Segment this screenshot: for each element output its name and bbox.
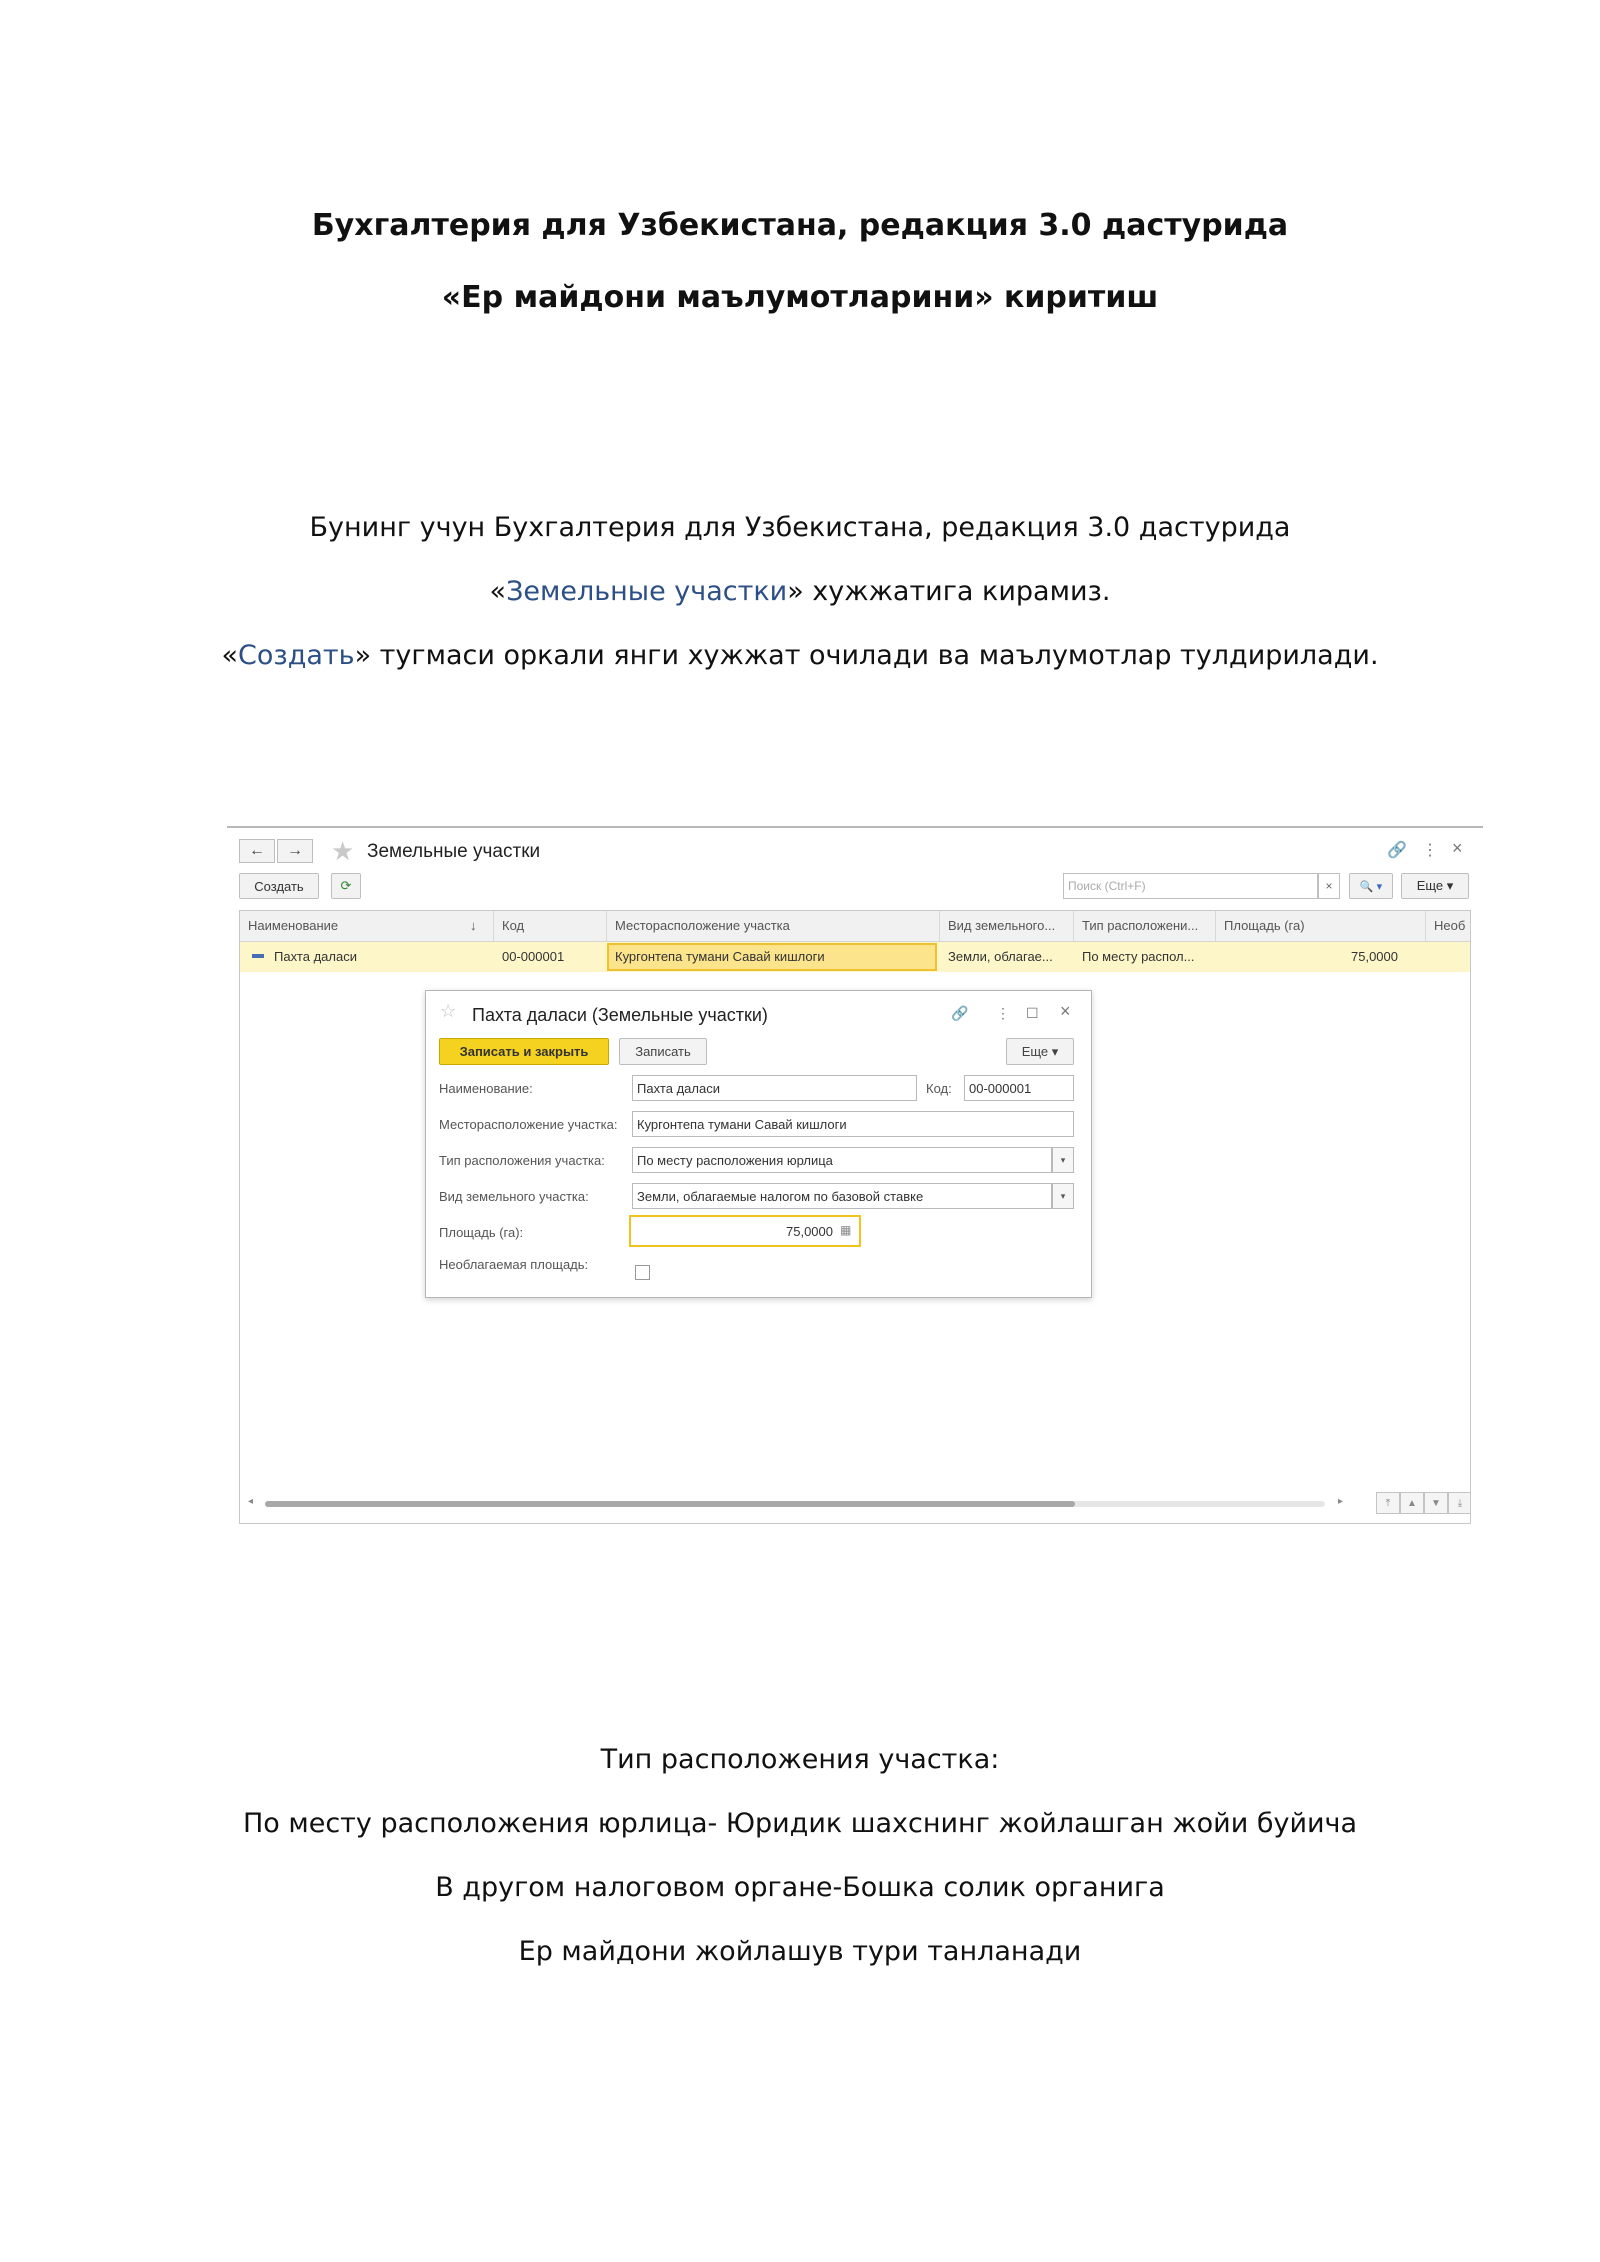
close-icon[interactable]: × bbox=[1060, 1001, 1071, 1021]
scroll-right-icon[interactable]: ▸ bbox=[1338, 1496, 1344, 1507]
column-name-label: Наименование bbox=[248, 918, 339, 933]
row-marker-icon bbox=[252, 954, 264, 958]
maximize-icon[interactable]: ☐ bbox=[1026, 1005, 1039, 1021]
sort-down-icon: ↓ bbox=[470, 918, 477, 933]
kind-label: Вид земельного участка: bbox=[439, 1189, 589, 1204]
type-dropdown-icon[interactable]: ▾ bbox=[1052, 1147, 1074, 1173]
code-label: Код: bbox=[926, 1081, 952, 1096]
more-actions-icon[interactable]: ⋮ bbox=[1422, 842, 1438, 859]
cell-type: По месту распол... bbox=[1082, 949, 1195, 964]
create-button[interactable]: Создать bbox=[239, 873, 319, 899]
column-nontaxable[interactable]: Необ bbox=[1434, 918, 1466, 933]
kind-dropdown-icon[interactable]: ▾ bbox=[1052, 1183, 1074, 1209]
search-clear-button[interactable]: × bbox=[1318, 873, 1340, 899]
more-button[interactable]: Еще ▾ bbox=[1006, 1038, 1074, 1065]
column-area[interactable]: Площадь (га) bbox=[1216, 911, 1426, 941]
scrollbar-thumb[interactable] bbox=[265, 1501, 1075, 1507]
land-plots-link[interactable]: Земельные участки bbox=[506, 576, 788, 607]
document-title-line-1: Бухгалтерия для Узбекистана, редакция 3.0 дастурида bbox=[311, 208, 1289, 243]
last-page-button[interactable]: ⤓ bbox=[1448, 1492, 1471, 1514]
search-icon: 🔍 ▾ bbox=[1359, 880, 1383, 893]
cell-location[interactable]: Кургонтепа тумани Савай кишлоги bbox=[607, 943, 937, 971]
area-label: Площадь (га): bbox=[439, 1225, 524, 1240]
calculator-icon[interactable]: ▦ bbox=[840, 1223, 852, 1237]
more-button[interactable]: Еще ▾ bbox=[1401, 873, 1469, 899]
prev-page-button[interactable]: ▲ bbox=[1400, 1492, 1424, 1514]
link-icon[interactable]: 🔗 bbox=[1387, 842, 1407, 859]
forward-arrow-icon: → bbox=[287, 842, 303, 859]
favorite-star-icon[interactable]: ☆ bbox=[440, 1001, 457, 1021]
type-select[interactable]: По месту расположения юрлица bbox=[632, 1147, 1052, 1173]
intro-line-1: Бунинг учун Бухгалтерия для Узбекистана, редакция 3.0 дастурида bbox=[309, 512, 1291, 543]
save-button[interactable]: Записать bbox=[619, 1038, 707, 1065]
area-field[interactable]: 75,0000 bbox=[629, 1215, 861, 1247]
column-type[interactable]: Тип расположени... bbox=[1074, 911, 1216, 941]
first-page-button[interactable]: ⤒ bbox=[1376, 1492, 1400, 1514]
favorite-star-icon[interactable]: ★ bbox=[331, 836, 355, 866]
refresh-icon: ⟳ bbox=[340, 878, 352, 893]
footer-line-3: В другом налоговом органе-Бошка солик органига bbox=[435, 1872, 1165, 1903]
location-field[interactable]: Кургонтепа тумани Савай кишлоги bbox=[632, 1111, 1074, 1137]
intro-line-2 bbox=[0, 576, 1600, 607]
next-page-button[interactable]: ▼ bbox=[1424, 1492, 1448, 1514]
name-field[interactable]: Пахта даласи bbox=[632, 1075, 917, 1101]
cell-code: 00-000001 bbox=[502, 949, 565, 964]
kind-select[interactable]: Земли, облагаемые налогом по базовой ставке bbox=[632, 1183, 1052, 1209]
window-top-border bbox=[227, 826, 1483, 828]
code-field[interactable]: 00-000001 bbox=[964, 1075, 1074, 1101]
search-input[interactable]: Поиск (Ctrl+F) bbox=[1063, 873, 1318, 899]
footer-line-1: Тип расположения участка: bbox=[600, 1744, 1000, 1775]
column-code[interactable]: Код bbox=[494, 911, 607, 941]
intro-line-3-after: » тугмаси оркали янги хужжат очилади ва маълумотлар тулдирилади. bbox=[354, 640, 1379, 671]
more-actions-icon[interactable]: ⋮ bbox=[996, 1005, 1010, 1021]
intro-line-3-before: « bbox=[221, 640, 238, 671]
cell-area: 75,0000 bbox=[1351, 949, 1398, 964]
table-header bbox=[240, 911, 1470, 942]
column-location[interactable]: Месторасположение участка bbox=[607, 911, 940, 941]
scroll-left-icon[interactable]: ◂ bbox=[248, 1496, 254, 1507]
intro-line-3 bbox=[0, 640, 1600, 671]
back-button[interactable] bbox=[239, 839, 275, 863]
save-and-close-button[interactable]: Записать и закрыть bbox=[439, 1038, 609, 1065]
window-title: Земельные участки bbox=[367, 841, 541, 862]
close-icon[interactable]: × bbox=[1452, 838, 1463, 858]
footer-line-4: Ер майдони жойлашув тури танланади bbox=[518, 1936, 1082, 1967]
intro-line-2-after: » хужжатига кирамиз. bbox=[787, 576, 1111, 607]
land-plot-dialog bbox=[425, 990, 1092, 1298]
nontaxable-area-label: Необлагаемая площадь: bbox=[439, 1257, 589, 1272]
type-label: Тип расположения участка: bbox=[439, 1153, 605, 1168]
column-kind[interactable]: Вид земельного... bbox=[940, 911, 1074, 941]
document-title-line-2: «Ер майдони маълумотларини» киритиш bbox=[441, 280, 1159, 315]
create-link[interactable]: Создать bbox=[237, 640, 355, 671]
name-label: Наименование: bbox=[439, 1081, 533, 1096]
cell-kind: Земли, облагае... bbox=[948, 949, 1053, 964]
link-icon[interactable]: 🔗 bbox=[951, 1005, 969, 1021]
back-arrow-icon: ← bbox=[249, 842, 265, 859]
intro-line-2-before: « bbox=[489, 576, 507, 607]
refresh-button[interactable] bbox=[331, 873, 361, 899]
search-button[interactable] bbox=[1349, 873, 1393, 899]
column-name[interactable] bbox=[240, 911, 494, 941]
dialog-title: Пахта даласи (Земельные участки) bbox=[472, 1005, 768, 1025]
cell-name: Пахта даласи bbox=[274, 949, 357, 964]
forward-button[interactable] bbox=[277, 839, 313, 863]
location-label: Месторасположение участка: bbox=[439, 1117, 618, 1132]
footer-line-2: По месту расположения юрлица- Юридик шахснинг жойлашган жойи буйича bbox=[242, 1808, 1358, 1839]
nontaxable-area-checkbox[interactable] bbox=[635, 1265, 650, 1280]
